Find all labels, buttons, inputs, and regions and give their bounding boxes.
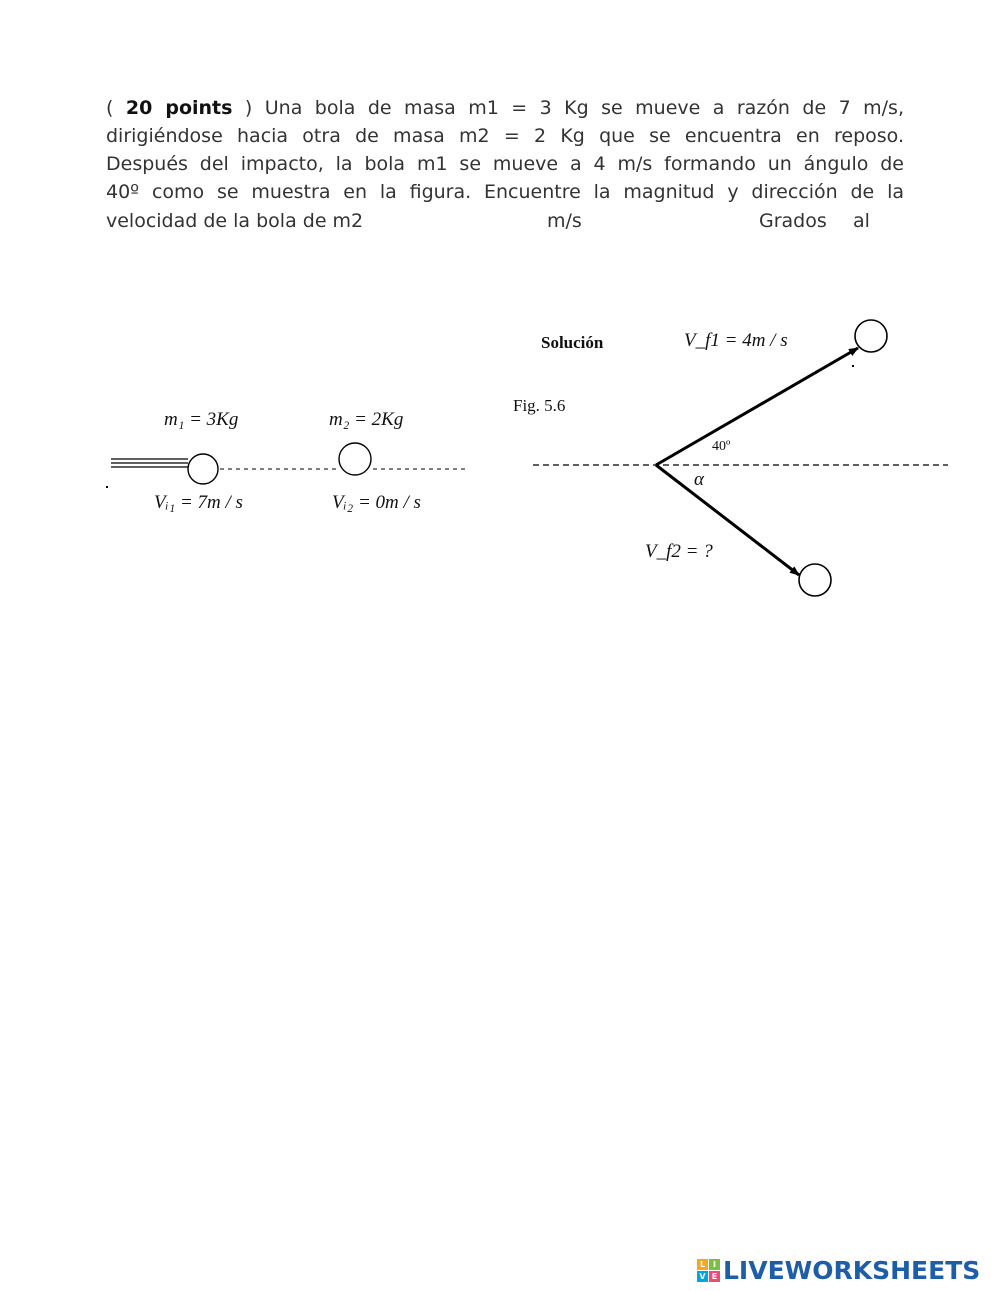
after-collision-diagram <box>533 320 948 596</box>
solution-label: Solución <box>541 333 604 352</box>
stray-dot <box>106 486 108 488</box>
brand-name: LIVEWORKSHEETS <box>723 1255 981 1285</box>
logo-square-v: V <box>697 1271 708 1282</box>
stray-dot-2 <box>852 365 854 367</box>
angle-unit-suffix: al <box>853 210 870 232</box>
vf1-label: V_f1 = 4m / s <box>684 330 788 351</box>
m1-label: m₁ = 3Kg <box>164 409 239 430</box>
points-label: 20 points <box>125 97 233 119</box>
points-open: ( <box>106 97 114 119</box>
logo-squares-icon <box>697 1259 720 1282</box>
v1-label: Vᵢ₁ = 7m / s <box>154 492 243 513</box>
angle-unit: Grados <box>759 210 827 232</box>
before-collision-diagram <box>106 443 465 488</box>
problem-line-5-text: velocidad de la bola de m2 <box>106 210 364 232</box>
ball-m1 <box>188 454 218 484</box>
logo-square-i: I <box>709 1259 720 1270</box>
points-close: ) <box>244 97 253 119</box>
problem-line-3: Después del impacto, la bola m1 se mueve a 4 m/s formando un ángulo de <box>106 153 904 175</box>
alpha-label: α <box>694 469 704 490</box>
vf2-label: V_f2 = ? <box>645 541 713 562</box>
liveworksheets-logo <box>697 1255 980 1285</box>
vf1-arrow <box>656 348 858 465</box>
fig-label: Fig. 5.6 <box>513 396 566 415</box>
ball-m1-after <box>855 320 887 352</box>
problem-line-4: 40º como se muestra en la figura. Encuentre la magnitud y dirección de la <box>106 181 904 203</box>
logo-square-e: E <box>709 1271 720 1282</box>
speed-unit: m/s <box>547 210 582 232</box>
problem-line-1-text: Una bola de masa m1 = 3 Kg se mueve a razón de 7 m/s, <box>264 97 904 119</box>
v2-label: Vᵢ₂ = 0m / s <box>332 492 421 513</box>
logo-square-l: L <box>697 1259 708 1270</box>
m2-label: m₂ = 2Kg <box>329 409 404 430</box>
angle-40-label: 40º <box>712 439 731 454</box>
ball-m2-after <box>799 564 831 596</box>
ball-m2 <box>339 443 371 475</box>
problem-line-2: dirigiéndose hacia otra de masa m2 = 2 Kg que se encuentra en reposo. <box>106 125 904 147</box>
